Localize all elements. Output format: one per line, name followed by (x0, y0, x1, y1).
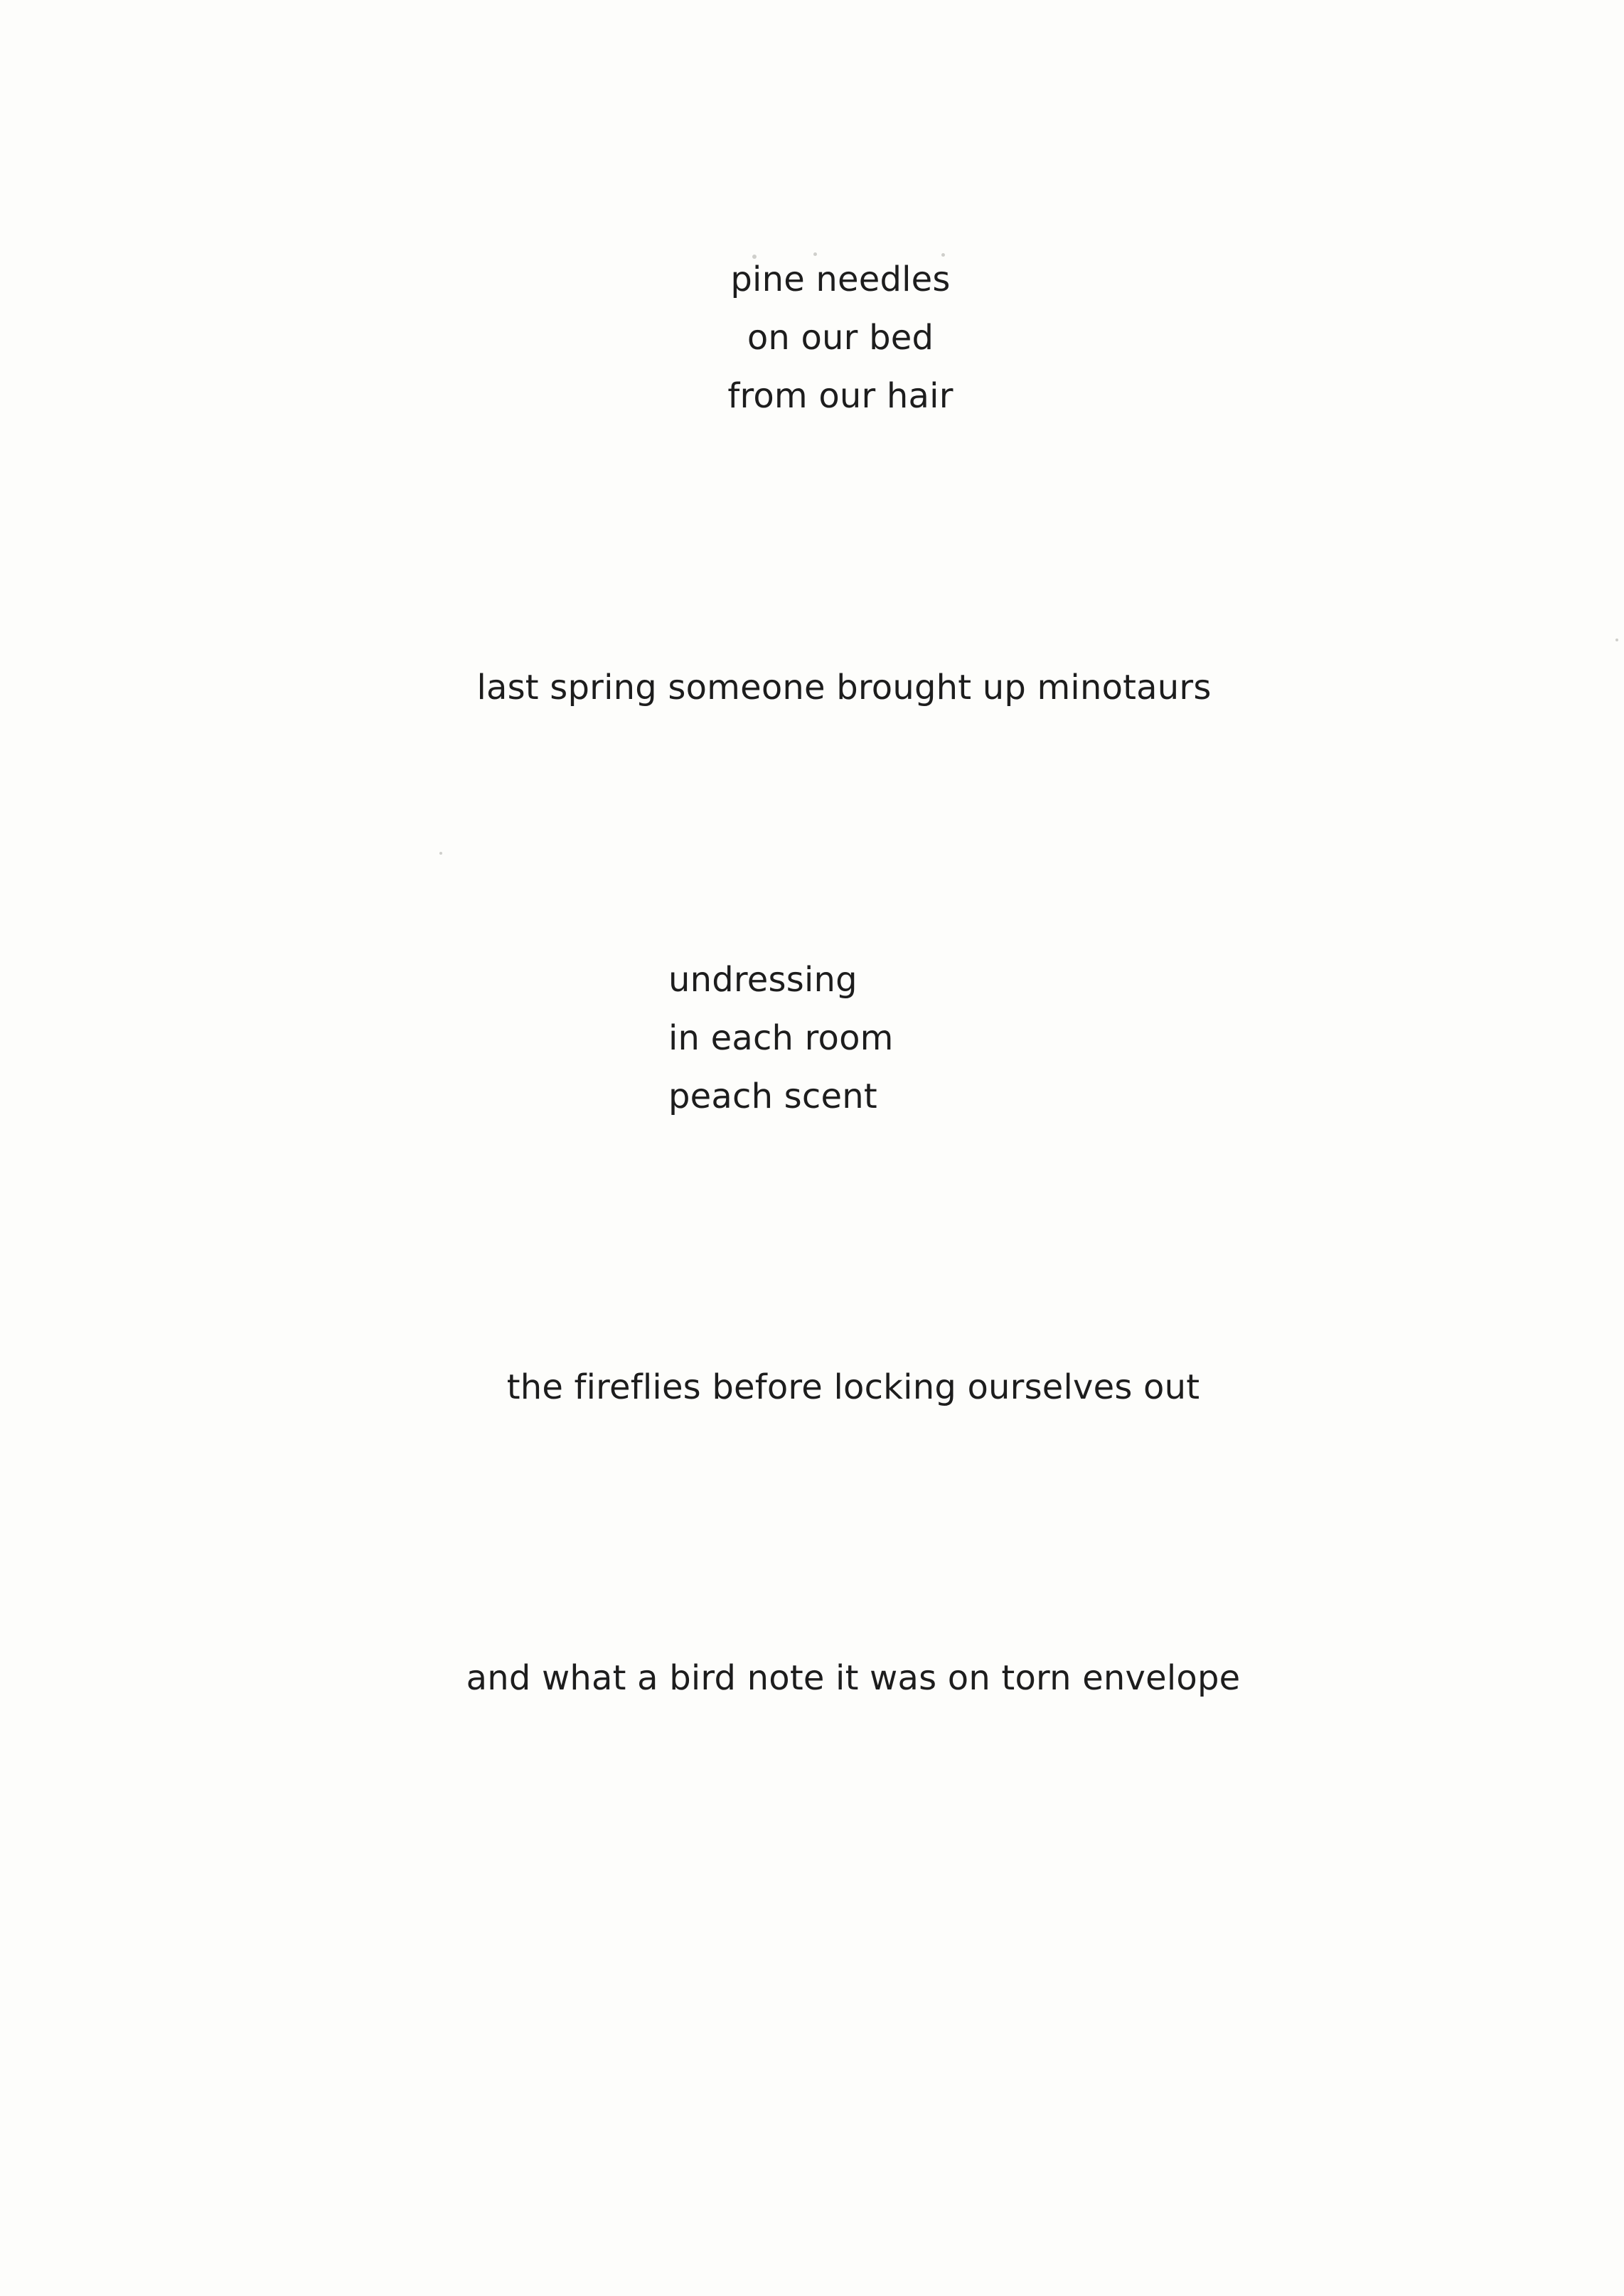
monostich-bird-note (448, 1649, 1259, 1707)
poem-line: in each room (668, 1018, 894, 1058)
poem-line: peach scent (668, 1077, 877, 1116)
poem-line: undressing (668, 960, 858, 1000)
poem-line: on our bed (747, 318, 934, 358)
haiku-pine-needles (670, 250, 1011, 425)
poem-line: last spring someone brought up minotaurs (476, 668, 1212, 708)
haiku-undressing (668, 951, 995, 1126)
poem-line: the fireflies before locking ourselves out (506, 1367, 1200, 1407)
monostich-minotaurs (456, 658, 1232, 717)
poem-line: from our hair (727, 376, 953, 416)
scan-speck (941, 253, 945, 257)
monostich-fireflies (484, 1358, 1223, 1416)
scan-speck (752, 255, 757, 259)
poem-line: and what a bird note it was on torn envelope (466, 1658, 1241, 1698)
scan-speck (813, 252, 817, 256)
scan-speck (439, 852, 442, 855)
poem-line: pine needles (730, 260, 951, 299)
scan-speck (1615, 639, 1618, 641)
